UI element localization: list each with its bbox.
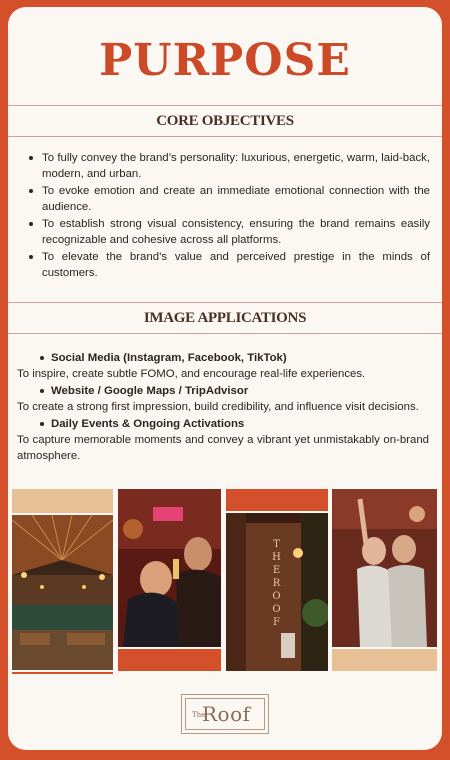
bullet-icon	[40, 422, 44, 426]
application-name: Website / Google Maps / TripAdvisor	[17, 383, 429, 399]
core-objectives-heading: CORE OBJECTIVES	[8, 105, 442, 137]
guests-dancing-photo	[332, 489, 437, 647]
application-description: To create a strong first impression, build credibility, and influence visit decisions.	[17, 401, 419, 413]
bullet-icon	[40, 356, 44, 360]
orange-block	[226, 489, 328, 511]
application-description: To capture memorable moments and convey a vibrant yet unmistakably on-brand atmosphere.	[17, 434, 429, 462]
bullet-icon	[40, 389, 44, 393]
list-item: To fully convey the brand’s personality: luxurious, energetic, warm, laid-back, modern, and urban.	[26, 150, 430, 182]
application-name: Daily Events & Ongoing Activations	[17, 416, 429, 432]
page-title: PURPOSE	[99, 35, 351, 86]
orange-block	[118, 649, 221, 671]
application-name: Social Media (Instagram, Facebook, TikTok)	[17, 350, 429, 366]
purpose-card	[8, 7, 442, 750]
list-item: To elevate the brand’s value and perceived prestige in the minds of customers.	[26, 249, 430, 281]
orange-block	[12, 672, 113, 674]
the-roof-logo	[181, 694, 269, 734]
sand-block	[12, 489, 113, 513]
list-item: To establish strong visual consistency, ensuring the brand remains easily recognizable and cohesive across all platforms.	[26, 216, 430, 248]
the-roof-sign-text: THEROOF	[271, 539, 282, 630]
sand-block	[332, 649, 437, 671]
bullet-icon	[29, 156, 33, 160]
logo-main-text: Roof	[202, 702, 251, 726]
bullet-icon	[29, 189, 33, 193]
image-applications-heading: IMAGE APPLICATIONS	[8, 302, 442, 334]
logo-small-text: The	[192, 711, 206, 719]
the-roof-sign-photo	[226, 513, 328, 671]
application-description: To inspire, create subtle FOMO, and encourage real-life experiences.	[17, 368, 366, 380]
rooftop-bar-photo	[12, 515, 113, 670]
bullet-icon	[29, 255, 33, 259]
bullet-icon	[29, 222, 33, 226]
list-item: To evoke emotion and create an immediate emotional connection with the audience.	[26, 183, 430, 215]
core-objectives-list	[26, 150, 430, 282]
image-applications-list	[17, 350, 429, 465]
guests-toast-photo	[118, 489, 221, 647]
